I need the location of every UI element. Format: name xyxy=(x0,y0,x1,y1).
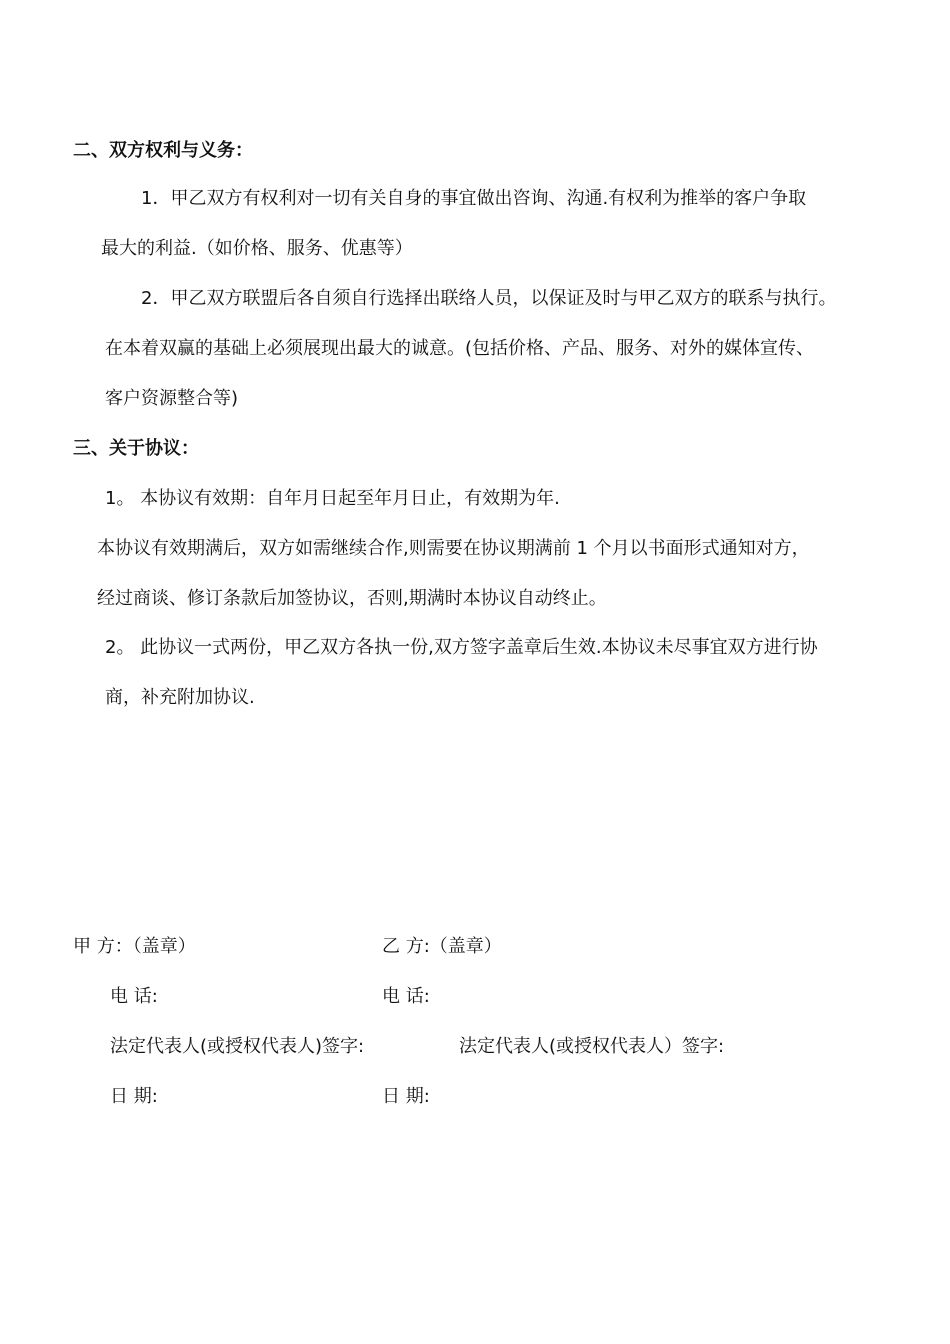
section-2-item-2-line-2: 在本着双赢的基础上必须展现出最大的诚意。(包括价格、产品、服务、对外的媒体宣传、 xyxy=(105,338,815,359)
section-3-item-2-line-1: 2。 此协议一式两份，甲乙双方各执一份,双方签字盖章后生效.本协议未尽事宜双方进行协 xyxy=(105,637,818,658)
party-a-date-label: 日 期: xyxy=(110,1086,158,1107)
section-2-item-2-line-3: 客户资源整合等) xyxy=(105,388,239,409)
section-2-heading: 二、双方权利与义务： xyxy=(73,140,253,161)
section-3-item-1-line-2: 本协议有效期满后，双方如需继续合作,则需要在协议期满前 1 个月以书面形式通知对方， xyxy=(97,538,810,559)
section-3-heading: 三、关于协议： xyxy=(73,438,199,459)
party-b-phone-label: 电 话: xyxy=(382,986,430,1007)
section-2-item-1-line-2: 最大的利益.（如价格、服务、优惠等） xyxy=(101,238,413,259)
party-b-representative-signature-label: 法定代表人(或授权代表人）签字: xyxy=(459,1036,725,1057)
party-a-phone-label: 电 话: xyxy=(110,986,158,1007)
section-3-item-1-line-3: 经过商谈、修订条款后加签协议，否则,期满时本协议自动终止。 xyxy=(97,588,607,609)
party-b-date-label: 日 期: xyxy=(382,1086,430,1107)
party-a-label: 甲 方：（盖章） xyxy=(73,936,196,957)
section-3-item-2-line-2: 商，补充附加协议. xyxy=(105,687,255,708)
section-2-item-2-line-1: 2．甲乙双方联盟后各自须自行选择出联络人员，以保证及时与甲乙双方的联系与执行。 xyxy=(141,288,837,309)
section-3-item-1-line-1: 1。 本协议有效期：自年月日起至年月日止，有效期为年. xyxy=(105,488,560,509)
party-a-representative-signature-label: 法定代表人(或授权代表人)签字: xyxy=(110,1036,365,1057)
section-2-item-1-line-1: 1．甲乙双方有权利对一切有关自身的事宜做出咨询、沟通.有权利为推举的客户争取 xyxy=(141,188,807,209)
party-b-label: 乙 方:（盖章） xyxy=(382,936,502,957)
